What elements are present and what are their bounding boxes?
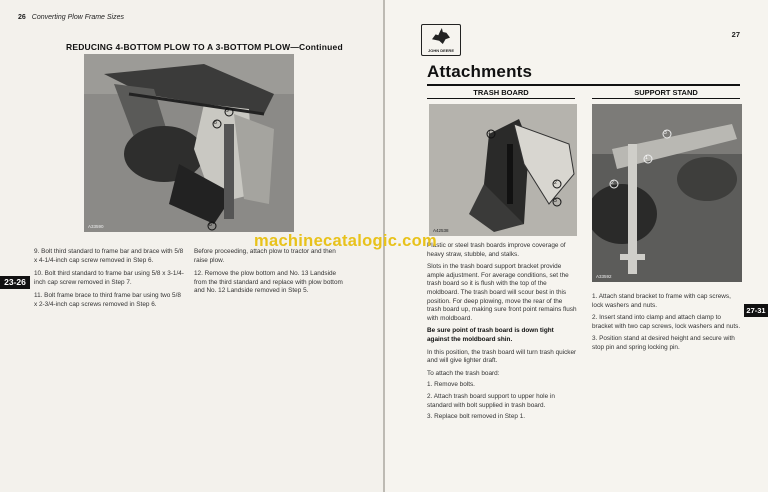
callout-8-b: 8 [209,222,212,228]
deer-icon [432,28,450,44]
step-10: 10. Bolt third standard to frame bar using 5/8 x 3-1/4-inch cap screw removed in Step 7. [34,270,184,286]
ss-callout-1: 1 [645,155,648,161]
right-side-tab: 27-31 [744,304,768,317]
trash-board-para3: In this position, the trash board will turn trash quicker and will give lighter draft. [427,348,577,365]
steps-col2 [194,248,344,296]
step-11: 11. Bolt frame brace to third frame bar using two 5/8 x 2-3/4-inch cap screws removed in Step 6. [34,292,181,308]
page-title: Attachments [427,62,533,81]
tb-callout-2: 2 [554,180,557,186]
tb-callout-3: 3 [554,198,557,204]
step-12: 12. Remove the plow bottom and No. 13 Landside from the third standard and replace with plow bottom and No. 12 Landside removed in Step 5. [194,270,343,295]
support-stand-step-3: 3. Position stand at desired height and secure with stop pin and spring locking pin. [592,335,735,351]
callout-9: 9 [226,108,229,114]
support-stand-step-2: 2. Insert stand into clamp and attach clamp to bracket with two cap screws, lock washers and nuts. [592,314,741,330]
trash-board-attach-intro: To attach the trash board: [427,369,500,377]
steps-col1 [34,248,184,310]
ss-callout-2: 2 [611,180,614,186]
running-header [18,14,124,21]
support-stand-rule [592,98,740,99]
left-side-tab: 23-26 [0,276,30,289]
trash-board-step-1: 1. Remove bolts. [427,381,475,389]
support-stand-photo [592,104,742,282]
callout-8-a: 8 [214,120,217,126]
trash-board-step-2: 2. Attach trash board support to upper hole in standard with bolt supplied in trash board. [427,392,555,409]
running-header-title: Converting Plow Frame Sizes [31,14,124,21]
left-page-number: 26 [18,14,26,21]
trash-board-rule [427,98,575,99]
support-stand-photo-code: A33592 [596,274,612,279]
trash-board-warning: Be sure point of trash board is down tight against the moldboard shin. [427,327,554,343]
trash-board-para1: Plastic or steel trash boards improve coverage of heavy straw, stubble, and stalks. [427,242,566,258]
ss-callout-3: 3 [664,130,667,136]
left-photo-code: A33590 [88,224,104,229]
logo-text: JOHN DEERE [427,48,454,53]
step-9: 9. Bolt third standard to frame bar and brace with 5/8 x 4-1/4-inch cap screw removed in Step 6. [34,248,184,264]
trash-board-photo-code: A42538 [433,228,449,233]
right-page [385,0,768,492]
support-stand-step-1: 1. Attach stand bracket to frame with cap screws, lock washers and nuts. [592,293,731,309]
support-stand-text [592,293,742,353]
watermark: machinecatalogic.com [254,232,437,250]
tb-callout-1: 1 [488,130,491,136]
trash-board-para2: Slots in the trash board support bracket provide ample adjustment. For average conditions, set the trash board so it is flush with the top of the moldboard. The trash board will scour best in this position. For deep plowing, move the rear of the trash board up, making sure front point remains flush with moldboard. [427,263,577,322]
before-proceeding-note: Before proceeding, attach plow to tractor and then raise plow. [194,248,336,264]
trash-board-text [427,242,577,422]
title-rule [427,84,740,86]
section-title: REDUCING 4-BOTTOM PLOW TO A 3-BOTTOM PLOW—Continued [66,42,343,52]
trash-board-step-3: 3. Replace bolt removed in Step 1. [427,413,526,421]
john-deere-logo [421,24,461,56]
plow-photo [84,54,294,232]
trash-board-heading: TRASH BOARD [473,88,529,97]
support-stand-heading: SUPPORT STAND [634,88,698,97]
right-page-number: 27 [731,30,740,39]
trash-board-photo [429,104,577,236]
